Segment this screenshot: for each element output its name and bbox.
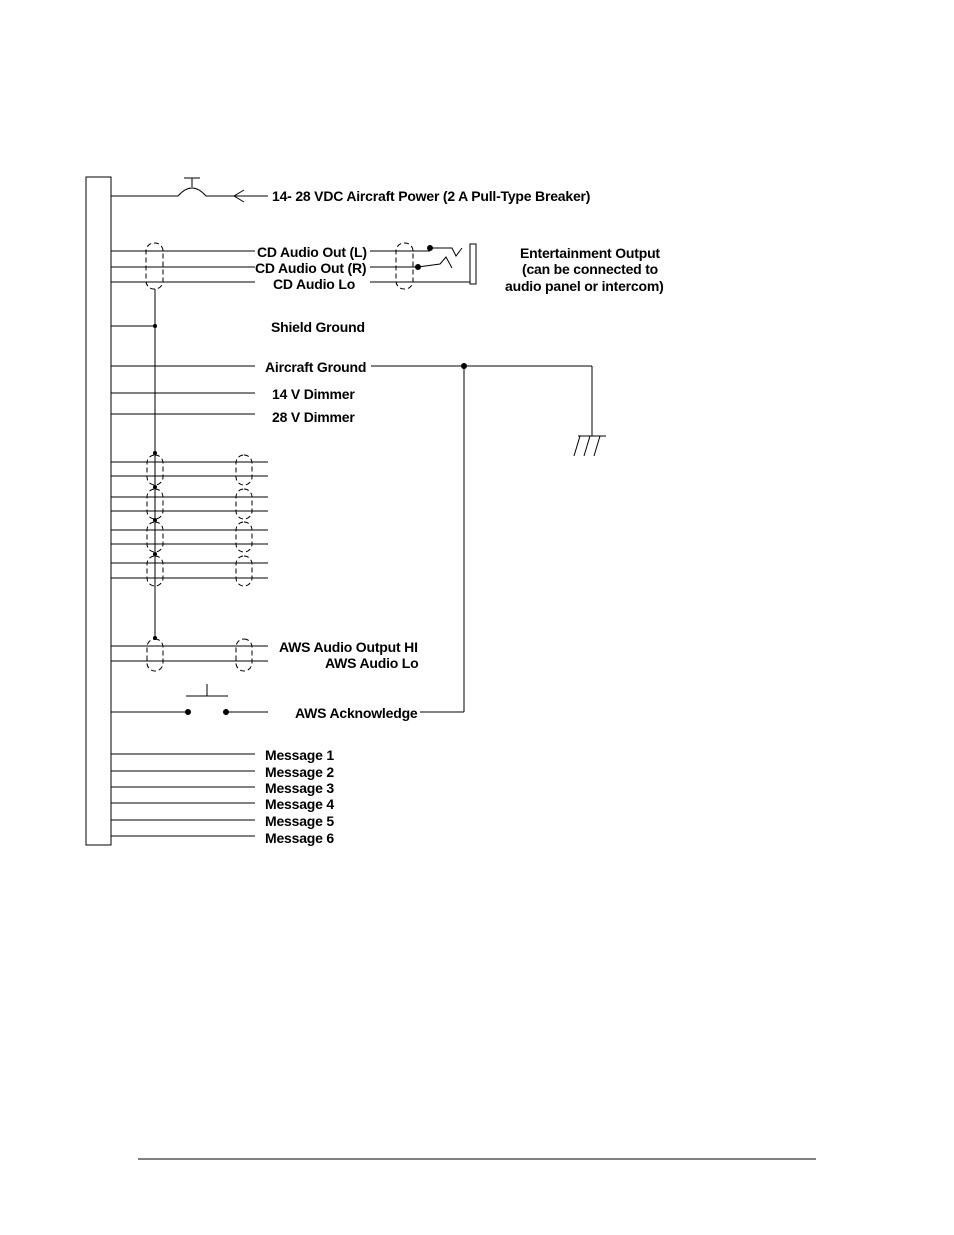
aws-audio-lines [111, 636, 268, 671]
message-6-label: Message 6 [265, 830, 335, 846]
message-1-label: Message 1 [265, 747, 335, 763]
dimmer-28v-label: 28 V Dimmer [272, 409, 355, 425]
shield-ground-label: Shield Ground [271, 319, 365, 335]
message-2-label: Message 2 [265, 764, 335, 780]
message-4-label: Message 4 [265, 796, 335, 812]
cd-left-label: CD Audio Out (L) [257, 244, 367, 260]
message-5-label: Message 5 [265, 813, 335, 829]
power-line [111, 178, 268, 202]
aws-ack-label: AWS Acknowledge [295, 705, 418, 721]
entertainment-line3: audio panel or intercom) [505, 278, 664, 294]
entertainment-line2: (can be connected to [522, 261, 659, 277]
message-3-label: Message 3 [265, 780, 335, 796]
aws-lo-label: AWS Audio Lo [325, 655, 419, 671]
connector-block [86, 177, 111, 845]
aircraft-ground-label: Aircraft Ground [265, 359, 367, 375]
cd-right-label: CD Audio Out (R) [255, 260, 367, 276]
cd-lo-label: CD Audio Lo [273, 276, 356, 292]
power-label: 14- 28 VDC Aircraft Power (2 A Pull-Type Breaker) [272, 188, 591, 204]
shielded-pairs [111, 451, 268, 586]
aws-hi-label: AWS Audio Output HI [279, 639, 418, 655]
dimmer-14v-label: 14 V Dimmer [272, 386, 355, 402]
message-lines [111, 754, 255, 836]
entertainment-line1: Entertainment Output [520, 245, 660, 261]
